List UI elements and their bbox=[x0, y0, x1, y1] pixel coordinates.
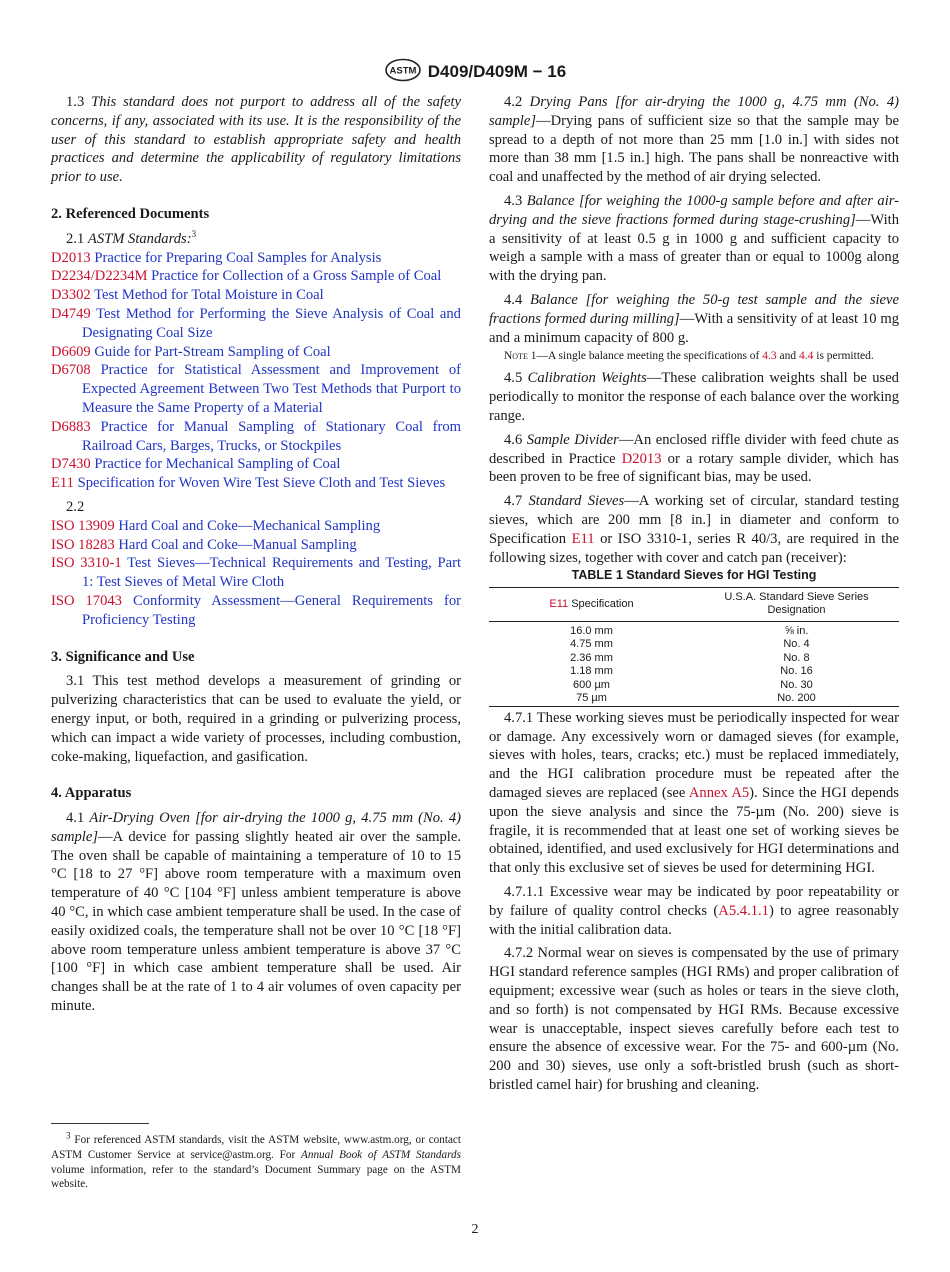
table-row: 4.75 mm No. 4 bbox=[570, 638, 810, 651]
iso-reference-item[interactable]: ISO 3310-1 Test Sieves—Technical Requirements and Testing, Part 1: Test Sieves of Metal Wire Cloth bbox=[51, 555, 461, 591]
reference-item[interactable]: D3302 Test Method for Total Moisture in Coal bbox=[51, 287, 324, 304]
page-header bbox=[0, 58, 950, 87]
reference-item[interactable]: D2013 Practice for Preparing Coal Samples for Analysis bbox=[51, 249, 382, 266]
table-row: 2.36 mm No. 8 bbox=[570, 651, 810, 664]
section-4-7: 4.7 Standard Sieves—A working set of circular, standard testing sieves, which are 200 mm [8 in.] in diameter and conform to Specification E11 or ISO 3310-1, series R 40/3, are required in the following sizes, together with cover and catch pan (receiver): bbox=[489, 493, 899, 566]
table-row: 16.0 mm ⅝ in. bbox=[570, 624, 809, 637]
heading-referenced-documents: 2. Referenced Documents bbox=[51, 205, 210, 222]
link-annex-a5[interactable]: Annex A5 bbox=[688, 785, 750, 802]
reference-item[interactable]: D4749 Test Method for Performing the Sieve Analysis of Coal and Designating Coal Size bbox=[51, 305, 461, 341]
section-4-7-2: 4.7.2 Normal wear on sieves is compensated by the use of primary HGI standard reference samples (HGI RMs) and proper calibration of equipment; excessive wear (such as holes or tears in the sieve cloth, and so forth) is not compensated by HGI RMs. Because excessive wear is unacceptable, inspect sieves carefully before each test to ensure the absence of excessive wear. For the 75- and 600-µm (No. 200 and 30) sieves, use only a soft-bristled brush (such as short-bristled camel hair) for brushing and cleaning. bbox=[489, 945, 899, 1093]
table-row: 75 µm No. 200 bbox=[489, 692, 899, 706]
section-2-2: 2.2 bbox=[66, 498, 85, 515]
footnote-3: $^3$ For referenced ASTM standards, visit the ASTM website, www.astm.org, or contact ASTM Customer Service at service@astm.org. For Annual Book of ASTM Standards volume information, refer to the standard’s Document Summary page on the ASTM website. bbox=[51, 1130, 461, 1191]
section-4-4: 4.4 Balance [for weighing the 50-g test sample and the sieve fractions formed during milling]—With a sensitivity of at least 10 mg and a minimum capacity of 800 g. bbox=[489, 291, 899, 346]
svg-text:ASTM: ASTM bbox=[389, 65, 417, 77]
heading-significance-and-use: 3. Significance and Use bbox=[51, 648, 195, 665]
section-4-2: 4.2 Drying Pans [for air-drying the 1000 g, 4.75 mm (No. 4) sample]—Drying pans of sufficient size so that the sample may be spread to a depth of not more than 25 mm [1.0 in.] with sides not more than 38 mm [1.5 in.] high. The pans shall be nonreactive with coal and unaffected by the method of air drying selected. bbox=[489, 94, 900, 186]
section-3-1: 3.1 This test method develops a measurement of grinding or pulverizing characteristics that can be used to evaluate the yield, or energy input, or both, required in a grinding or pulverizing process, which can impact a wide variety of processes, including combustion, coke-making, liquefaction, and gasification. bbox=[51, 673, 461, 765]
link-e11[interactable]: E11 bbox=[571, 530, 595, 547]
table-column-header: U.S.A. Standard Sieve Series Designation bbox=[694, 587, 899, 621]
section-4-7-1: 4.7.1 These working sieves must be periodically inspected for wear or damage. Any excessively worn or damaged sieves (for example, sieves with holes, tears, cracks; etc.) must be replaced immediately, and the HGI calibration procedure must be repeated after the damaged sieves are replaced (see Annex A5). Since the HGI depends upon the sieve analysis and since the 75-µm (No. 200) sieve is fragile, it is recommended that at least one set of working sieves be obtained, identified, and used exclusively for HGI determinations and that only this exclusive set of sieves be used for determining HGI. bbox=[489, 709, 899, 877]
reference-item[interactable]: D6708 Practice for Statistical Assessment and Improvement of Expected Agreement Between Two Test Methods that Purport to Measure the Same Property of a Material bbox=[51, 362, 461, 416]
astm-reference-list bbox=[51, 249, 461, 493]
link-4-4[interactable]: 4.4 bbox=[799, 350, 814, 363]
section-4-1: 4.1 Air-Drying Oven [for air-drying the 1000 g, 4.75 mm (No. 4) sample]—A device for passing slightly heated air over the sample. The oven shall be capable of maintaining a temperature of 10 to 15 °C [18 to 27 °F] above room temperature with a maximum oven temperature of 40 °C [104 °F] unless ambient temperature is above 40 °C, in which case ambient temperature shall be used. In the case of easily oxidized coals, the temperature shall not be over 10 °C [18 °F] above room temperature unless ambient temperature is above 37 °C [100 °F] in which case ambient temperature shall be used. Air changes shall be at the rate of 1 to 4 air volumes of oven capacity per minute. bbox=[51, 810, 461, 1015]
page-number: 2 bbox=[471, 1222, 479, 1237]
reference-item[interactable]: D6609 Guide for Part-Stream Sampling of Coal bbox=[51, 343, 331, 360]
reference-item[interactable]: D6883 Practice for Manual Sampling of Stationary Coal from Railroad Cars, Barges, Trucks, or Stockpiles bbox=[51, 418, 461, 454]
table-caption: TABLE 1 Standard Sieves for HGI Testing bbox=[571, 568, 817, 583]
section-1-3: 1.3 This standard does not purport to address all of the safety concerns, if any, associated with its use. It is the responsibility of the user of this standard to establish appropriate safety and health practices and determine the applicability of regulatory limitations prior to use. bbox=[51, 94, 461, 186]
link-4-3[interactable]: 4.3 bbox=[762, 350, 777, 363]
astm-logo-icon bbox=[384, 58, 422, 87]
note-1: Note 1—A single balance meeting the specifications of 4.3 and 4.4 is permitted. bbox=[504, 350, 874, 363]
link-d2013[interactable]: D2013 bbox=[621, 450, 662, 467]
section-4-3: 4.3 Balance [for weighing the 1000-g sample before and after air-drying and the sieve fractions formed during stage-crushing]—With a sensitivity of at least 0.5 g in 1000 g and sufficient capacity to weigh a sample with a mass of greater than or equal to 1000g along with the drying pan. bbox=[489, 192, 899, 285]
iso-reference-item[interactable]: ISO 17043 Conformity Assessment—General Requirements for Proficiency Testing bbox=[51, 592, 461, 628]
iso-reference-list bbox=[51, 517, 461, 630]
link-e11-table[interactable]: E11 bbox=[549, 597, 569, 610]
reference-item[interactable]: D2234/D2234M Practice for Collection of a Gross Sample of Coal bbox=[51, 268, 442, 285]
right-column bbox=[489, 93, 899, 1095]
table-header-row bbox=[489, 587, 899, 621]
iso-reference-item[interactable]: ISO 13909 Hard Coal and Coke—Mechanical Sampling bbox=[51, 517, 381, 534]
section-4-5: 4.5 Calibration Weights—These calibration weights shall be used periodically to monitor the response of each balance over the working range. bbox=[489, 370, 899, 424]
section-4-6: 4.6 Sample Divider—An enclosed riffle divider with feed chute as described in Practice D2013 or a rotary sample divider, which has been proven to be free of significant bias, may be used. bbox=[489, 431, 899, 486]
left-column bbox=[51, 93, 461, 1016]
link-a5-4-1-1[interactable]: A5.4.1.1 bbox=[718, 902, 769, 919]
table-1-standard-sieves bbox=[489, 569, 899, 707]
iso-reference-item[interactable]: ISO 18283 Hard Coal and Coke—Manual Sampling bbox=[51, 536, 357, 553]
footnote-rule bbox=[51, 1123, 149, 1124]
reference-item[interactable]: D7430 Practice for Mechanical Sampling of Coal bbox=[51, 456, 341, 473]
designation: D409/D409M − 16 bbox=[427, 61, 567, 81]
table-row: 1.18 mm No. 16 bbox=[570, 665, 813, 678]
table-column-header: E11 Specification bbox=[489, 587, 694, 621]
heading-apparatus: 4. Apparatus bbox=[51, 785, 132, 802]
table-row: 600 µm No. 30 bbox=[573, 678, 813, 691]
reference-item[interactable]: E11 Specification for Woven Wire Test Sieve Cloth and Test Sieves bbox=[51, 475, 446, 492]
section-4-7-1-1: 4.7.1.1 Excessive wear may be indicated by poor repeatability or by failure of quality control checks (A5.4.1.1) to agree reasonably with the initial calibration data. bbox=[489, 884, 899, 938]
section-2-1: 2.1 ASTM Standards:$^3$ bbox=[66, 228, 197, 247]
